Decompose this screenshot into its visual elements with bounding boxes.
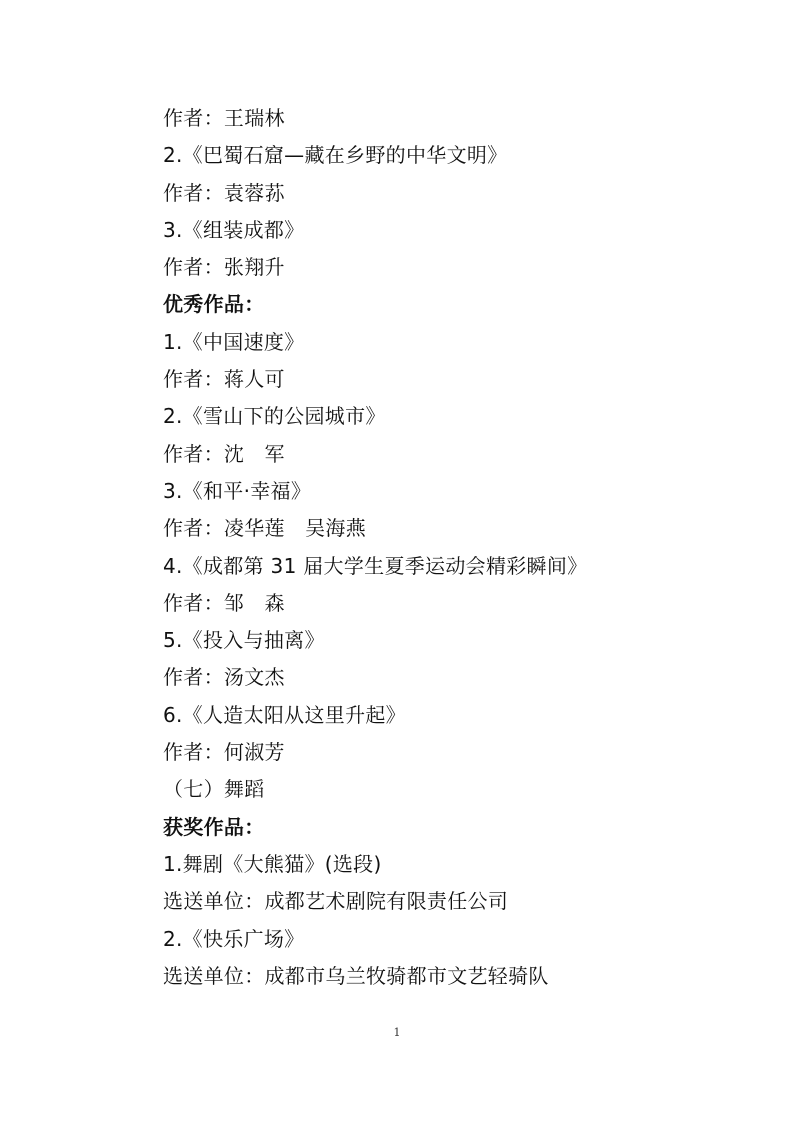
text-line: 作者：沈 军 <box>163 441 285 466</box>
page-number: 1 <box>393 1026 401 1039</box>
text-line: 作者：蒋人可 <box>163 367 285 392</box>
text-line: 3.《和平·幸福》 <box>163 478 312 503</box>
text-line: 作者：王瑞林 <box>163 106 285 130</box>
document-body <box>163 100 763 995</box>
text-line: 作者：凌华莲 吴海燕 <box>163 516 366 541</box>
text-line: 选送单位：成都市乌兰牧骑都市文艺轻骑队 <box>163 963 549 988</box>
text-line: 作者：何淑芳 <box>163 740 285 765</box>
text-line: 2.《快乐广场》 <box>163 926 305 951</box>
text-line: 作者：张翔升 <box>163 255 285 280</box>
subsection-heading: （七）舞蹈 <box>163 777 265 802</box>
text-line: 6.《人造太阳从这里升起》 <box>163 702 406 727</box>
text-line: 选送单位：成都艺术剧院有限责任公司 <box>163 889 509 914</box>
text-line: 1.舞剧《大熊猫》(选段) <box>163 851 382 876</box>
text-line: 2.《巴蜀石窟—藏在乡野的中华文明》 <box>163 143 508 168</box>
text-line: 3.《组装成都》 <box>163 217 305 242</box>
text-line: 作者：袁蓉荪 <box>163 180 285 205</box>
section-heading: 获奖作品： <box>163 814 265 839</box>
section-heading: 优秀作品： <box>163 292 265 317</box>
text-line: 作者：邹 森 <box>163 590 285 615</box>
text-line: 1.《中国速度》 <box>163 329 305 354</box>
text-line: 5.《投入与抽离》 <box>163 628 325 653</box>
text-line: 作者：汤文杰 <box>163 665 285 690</box>
text-line: 2.《雪山下的公园城市》 <box>163 404 386 429</box>
text-line: 4.《成都第 31 届大学生夏季运动会精彩瞬间》 <box>163 553 588 578</box>
